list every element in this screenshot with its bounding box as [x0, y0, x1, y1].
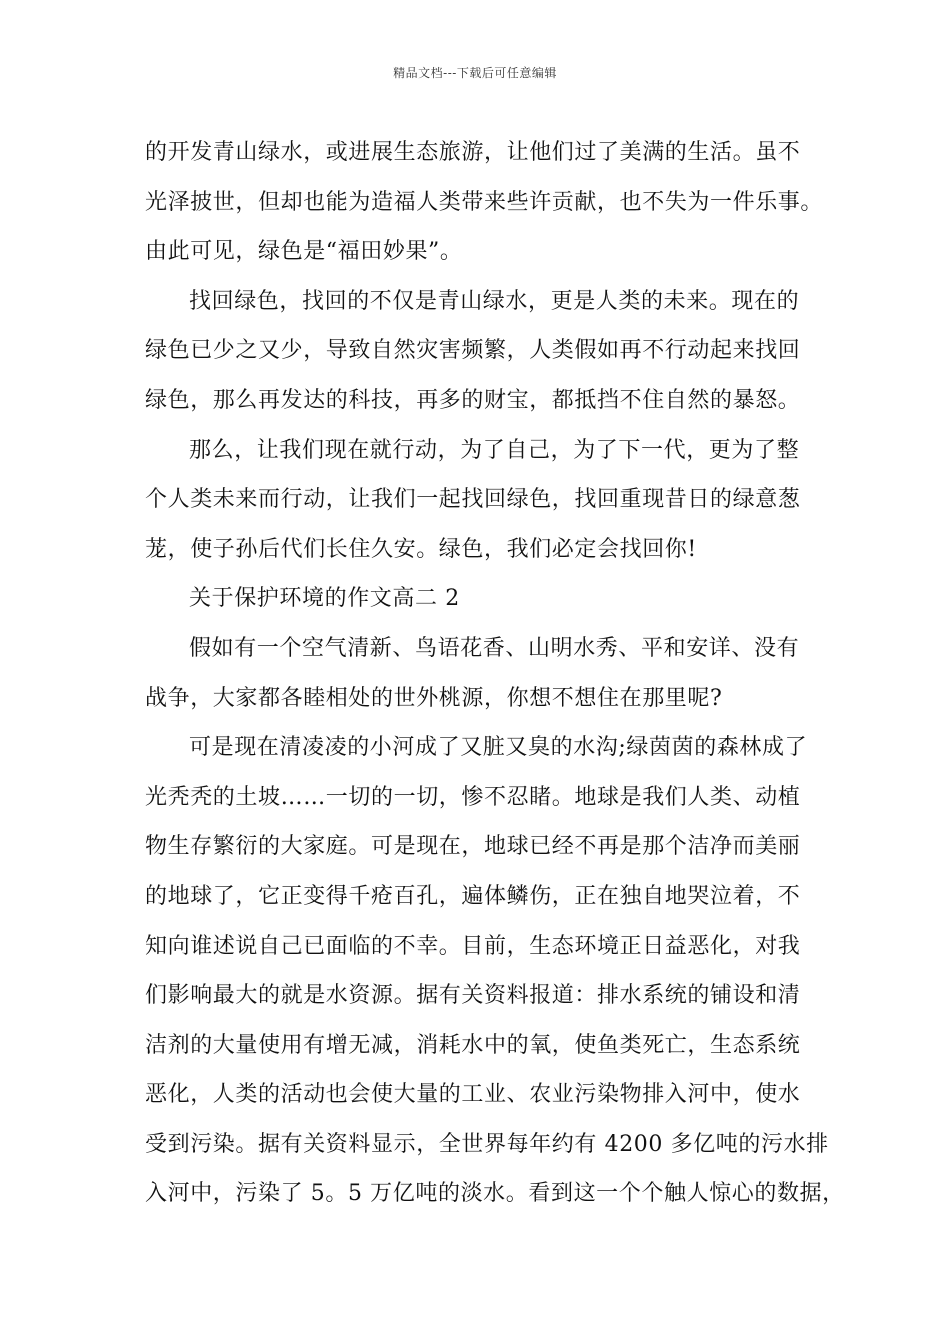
text-line: 物生存繁衍的大家庭。可是现在，地球已经不再是那个洁净而美丽 [145, 834, 801, 860]
text-line: 入河中，污染了 5。5 万亿吨的淡水。看到这一个个触人惊心的数据， [145, 1181, 845, 1207]
text-line: 知向谁述说自己已面临的不幸。目前，生态环境正日益恶化，对我 [145, 933, 801, 959]
text-line: 光泽披世，但却也能为造福人类带来些许贡献，也不失为一件乐事。 [145, 189, 824, 215]
text-line: 假如有一个空气清新、鸟语花香、山明水秀、平和安详、没有 [189, 635, 800, 661]
document-body [145, 128, 845, 1219]
text-line: 的开发青山绿水，或进展生态旅游，让他们过了美满的生活。虽不 [145, 140, 801, 165]
text-line: 可是现在清凌凌的小河成了又脏又臭的水沟;绿茵茵的森林成了 [189, 735, 808, 761]
text-line: 战争，大家都各睦相处的世外桃源，你想不想住在那里呢? [145, 685, 723, 711]
text-line: 绿色已少之又少，导致自然灾害频繁，人类假如再不行动起来找回 [145, 338, 801, 364]
text-line: 们影响最大的就是水资源。据有关资料报道：排水系统的铺设和清 [145, 983, 801, 1009]
section-title: 关于保护环境的作文高二 2 [189, 586, 460, 612]
text-line: 光秃秃的土坡……一切的一切，惨不忍睹。地球是我们人类、动植 [145, 784, 801, 810]
text-line: 茏，使子孙后代们长住久安。绿色，我们必定会找回你! [145, 536, 697, 562]
text-line: 受到污染。据有关资料显示，全世界每年约有 4200 多亿吨的污水排 [145, 1131, 829, 1157]
page-header: 精品文档---下载后可任意编辑 [393, 66, 557, 80]
text-line: 个人类未来而行动，让我们一起找回绿色，找回重现昔日的绿意葱 [145, 487, 801, 513]
text-line: 恶化，人类的活动也会使大量的工业、农业污染物排入河中，使水 [145, 1082, 801, 1108]
text-line: 洁剂的大量使用有增无减，消耗水中的氧，使鱼类死亡，生态系统 [145, 1032, 801, 1058]
text-line: 绿色，那么再发达的科技，再多的财宝，都抵挡不住自然的暴怒。 [145, 387, 801, 413]
text-line: 那么，让我们现在就行动，为了自己，为了下一代，更为了整 [189, 437, 800, 463]
text-line: 的地球了，它正变得千疮百孔，遍体鳞伤，正在独自地哭泣着，不 [145, 883, 801, 909]
text-line: 由此可见，绿色是“福田妙果”。 [145, 239, 463, 265]
text-line: 找回绿色，找回的不仅是青山绿水，更是人类的未来。现在的 [189, 288, 800, 314]
